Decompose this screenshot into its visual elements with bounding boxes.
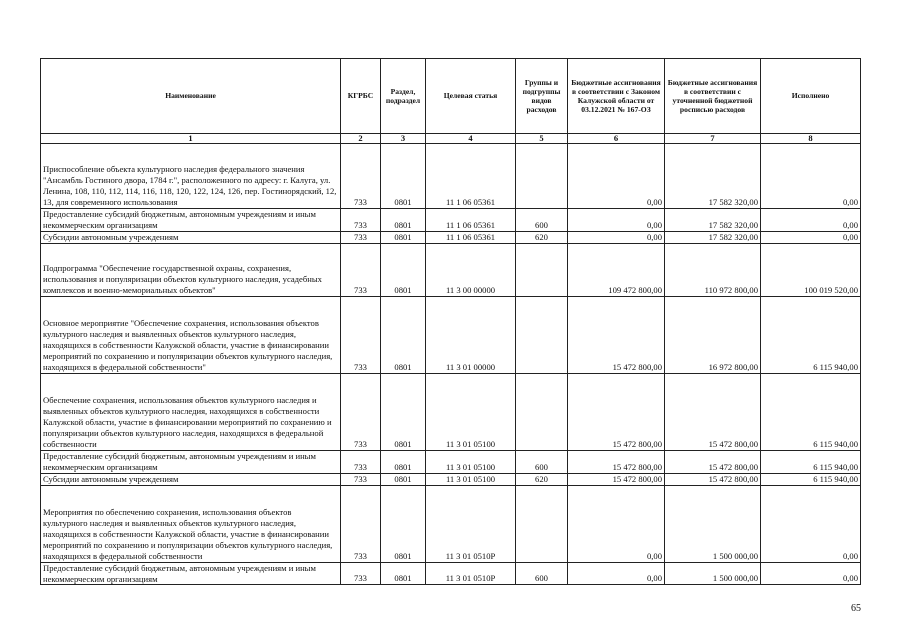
row-name: Предоставление субсидий бюджетным, автономным учреждениям и иным некоммерческим организациям — [41, 562, 341, 585]
header-refined-allocation: Бюджетные ассигнования в соответствии с уточненной бюджетной росписью расходов — [665, 59, 761, 134]
table-row — [41, 562, 861, 585]
row-name: Предоставление субсидий бюджетным, автономным учреждениям и иным некоммерческим организациям — [41, 450, 341, 473]
row-article: 11 3 01 00000 — [426, 296, 516, 373]
header-group: Группы и подгруппы видов расходов — [516, 59, 568, 134]
row-group — [516, 373, 568, 450]
row-name: Субсидии автономным учреждениям — [41, 231, 341, 243]
row-name: Мероприятия по обеспечению сохранения, использования объектов культурного наследия и выявленных объектов культурного наследия, находящихся в собственности Калужской области, участие в финансировании мероприятий по сохранению и популяризации объектов культурного наследия, находящихся в федеральной собственности — [41, 485, 341, 562]
header-law-allocation: Бюджетные ассигнования в соответствии с Законом Калужской области от 03.12.2021 № 167-ОЗ — [568, 59, 665, 134]
row-article: 11 3 01 0510Р — [426, 562, 516, 585]
table-row — [41, 373, 861, 450]
row-law-allocation: 15 472 800,00 — [568, 450, 665, 473]
row-kgrbs: 733 — [341, 209, 381, 232]
row-name: Подпрограмма "Обеспечение государственной охраны, сохранения, использования и популяризации объектов культурного наследия, усадебных комплексов и военно-мемориальных объектов" — [41, 243, 341, 296]
row-executed: 0,00 — [761, 144, 861, 209]
header-section: Раздел, подраздел — [381, 59, 426, 134]
header-executed: Исполнено — [761, 59, 861, 134]
row-section: 0801 — [381, 296, 426, 373]
row-kgrbs: 733 — [341, 485, 381, 562]
row-law-allocation: 15 472 800,00 — [568, 473, 665, 485]
row-law-allocation: 109 472 800,00 — [568, 243, 665, 296]
header-name: Наименование — [41, 59, 341, 134]
row-name: Предоставление субсидий бюджетным, автономным учреждениям и иным некоммерческим организациям — [41, 209, 341, 232]
row-group: 620 — [516, 231, 568, 243]
row-article: 11 3 01 05100 — [426, 473, 516, 485]
row-executed: 100 019 520,00 — [761, 243, 861, 296]
column-number: 1 — [41, 134, 341, 144]
table-row — [41, 485, 861, 562]
row-refined-allocation: 17 582 320,00 — [665, 231, 761, 243]
row-executed: 0,00 — [761, 231, 861, 243]
row-kgrbs: 733 — [341, 562, 381, 585]
row-name: Основное мероприятие "Обеспечение сохранения, использования объектов культурного наследия и выявленных объектов культурного наследия, находящихся в собственности Калужской области, участие в финансировании мероприятий по сохранению и популяризации объектов культурного наследия, находящихся в федеральной собственности" — [41, 296, 341, 373]
row-refined-allocation: 17 582 320,00 — [665, 209, 761, 232]
table-row — [41, 296, 861, 373]
row-kgrbs: 733 — [341, 373, 381, 450]
row-law-allocation: 15 472 800,00 — [568, 296, 665, 373]
column-number: 3 — [381, 134, 426, 144]
row-article: 11 1 06 05361 — [426, 144, 516, 209]
column-number: 8 — [761, 134, 861, 144]
row-article: 11 3 01 0510Р — [426, 485, 516, 562]
column-number: 5 — [516, 134, 568, 144]
row-group: 600 — [516, 562, 568, 585]
row-kgrbs: 733 — [341, 231, 381, 243]
row-section: 0801 — [381, 562, 426, 585]
page-number: 65 — [851, 603, 861, 614]
row-executed: 6 115 940,00 — [761, 450, 861, 473]
row-article: 11 1 06 05361 — [426, 209, 516, 232]
table-row — [41, 231, 861, 243]
row-name: Приспособление объекта культурного наследия федерального значения "Ансамбль Гостиного двора, 1784 г.", расположенного по адресу: г. Калуга, ул. Ленина, 108, 110, 112, 114, 116, 118, 120, 122, 124, 126, пер. Гостинорядский, 12, 13, для современного использования — [41, 144, 341, 209]
row-group: 600 — [516, 450, 568, 473]
header-article: Целевая статья — [426, 59, 516, 134]
row-kgrbs: 733 — [341, 296, 381, 373]
row-group: 600 — [516, 209, 568, 232]
row-article: 11 3 00 00000 — [426, 243, 516, 296]
row-group — [516, 485, 568, 562]
row-section: 0801 — [381, 373, 426, 450]
row-executed: 6 115 940,00 — [761, 473, 861, 485]
row-refined-allocation: 110 972 800,00 — [665, 243, 761, 296]
row-section: 0801 — [381, 144, 426, 209]
column-number: 4 — [426, 134, 516, 144]
row-law-allocation: 15 472 800,00 — [568, 373, 665, 450]
table-row — [41, 473, 861, 485]
row-kgrbs: 733 — [341, 473, 381, 485]
budget-table — [40, 58, 861, 585]
row-refined-allocation: 15 472 800,00 — [665, 450, 761, 473]
row-kgrbs: 733 — [341, 243, 381, 296]
row-article: 11 1 06 05361 — [426, 231, 516, 243]
header-kgrbs: КГРБС — [341, 59, 381, 134]
header-row — [41, 59, 861, 134]
row-group — [516, 243, 568, 296]
table-row — [41, 209, 861, 232]
row-refined-allocation: 1 500 000,00 — [665, 485, 761, 562]
row-law-allocation: 0,00 — [568, 144, 665, 209]
row-kgrbs: 733 — [341, 144, 381, 209]
row-kgrbs: 733 — [341, 450, 381, 473]
row-law-allocation: 0,00 — [568, 485, 665, 562]
table-row — [41, 243, 861, 296]
row-refined-allocation: 16 972 800,00 — [665, 296, 761, 373]
row-section: 0801 — [381, 485, 426, 562]
column-number: 7 — [665, 134, 761, 144]
row-law-allocation: 0,00 — [568, 209, 665, 232]
row-article: 11 3 01 05100 — [426, 450, 516, 473]
row-name: Субсидии автономным учреждениям — [41, 473, 341, 485]
row-section: 0801 — [381, 450, 426, 473]
row-executed: 6 115 940,00 — [761, 296, 861, 373]
row-section: 0801 — [381, 473, 426, 485]
row-section: 0801 — [381, 209, 426, 232]
row-refined-allocation: 17 582 320,00 — [665, 144, 761, 209]
column-number-row — [41, 134, 861, 144]
row-group: 620 — [516, 473, 568, 485]
row-refined-allocation: 15 472 800,00 — [665, 373, 761, 450]
row-section: 0801 — [381, 243, 426, 296]
table-row — [41, 450, 861, 473]
row-name: Обеспечение сохранения, использования объектов культурного наследия и выявленных объектов культурного наследия, находящихся в собственности Калужской области, участие в финансировании мероприятий по сохранению и популяризации объектов культурного наследия, находящихся в федеральной собственности — [41, 373, 341, 450]
row-executed: 0,00 — [761, 485, 861, 562]
row-refined-allocation: 1 500 000,00 — [665, 562, 761, 585]
row-section: 0801 — [381, 231, 426, 243]
row-executed: 0,00 — [761, 562, 861, 585]
row-executed: 6 115 940,00 — [761, 373, 861, 450]
row-refined-allocation: 15 472 800,00 — [665, 473, 761, 485]
row-law-allocation: 0,00 — [568, 562, 665, 585]
column-number: 2 — [341, 134, 381, 144]
row-group — [516, 144, 568, 209]
row-executed: 0,00 — [761, 209, 861, 232]
column-number: 6 — [568, 134, 665, 144]
table-row — [41, 144, 861, 209]
row-group — [516, 296, 568, 373]
row-law-allocation: 0,00 — [568, 231, 665, 243]
row-article: 11 3 01 05100 — [426, 373, 516, 450]
